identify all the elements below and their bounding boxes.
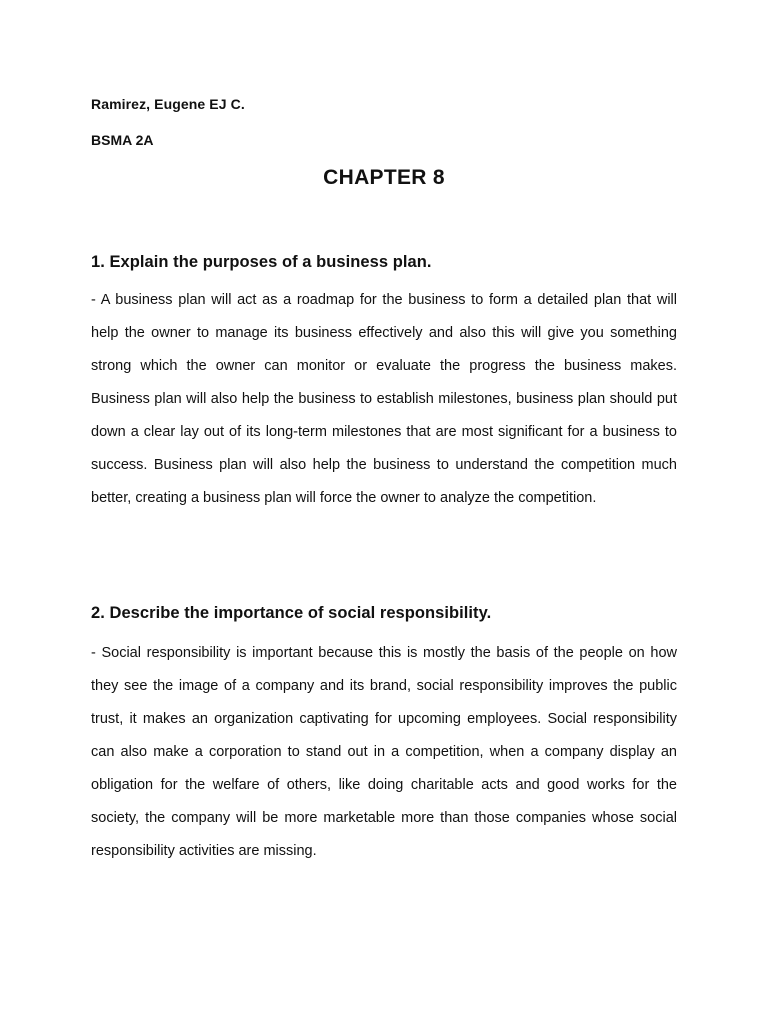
answer-2-text: - Social responsibility is important because this is mostly the basis of the people on how they see the image of a company and its brand, social responsibility improves the public trust, it makes an organization captivating for upcoming employees. Social responsibility can also make a corporation to stand out in a competition, when a company display an obligation for the welfare of others, like doing charitable acts and good works for the society, the company will be more marketable more than those companies whose social responsibility activities are missing. bbox=[91, 645, 677, 859]
author-name: Ramirez, Eugene EJ C. bbox=[91, 96, 245, 112]
chapter-title: CHAPTER 8 bbox=[323, 166, 445, 189]
question-2-heading: 2. Describe the importance of social responsibility. bbox=[91, 604, 492, 622]
answer-1-text: - A business plan will act as a roadmap for the business to form a detailed plan that will help the owner to manage its business effectively and also this will give you something strong which the owner can monitor or evaluate the progress the business makes. Business plan will also help the business to establish milestones, business plan should put down a clear lay out of its long-term milestones that are most significant for a business to success. Business plan will also help the business to understand the competition much better, creating a business plan will force the owner to analyze the competition. bbox=[91, 292, 677, 506]
section-code: BSMA 2A bbox=[91, 132, 154, 148]
question-1-heading: 1. Explain the purposes of a business plan. bbox=[91, 253, 432, 271]
